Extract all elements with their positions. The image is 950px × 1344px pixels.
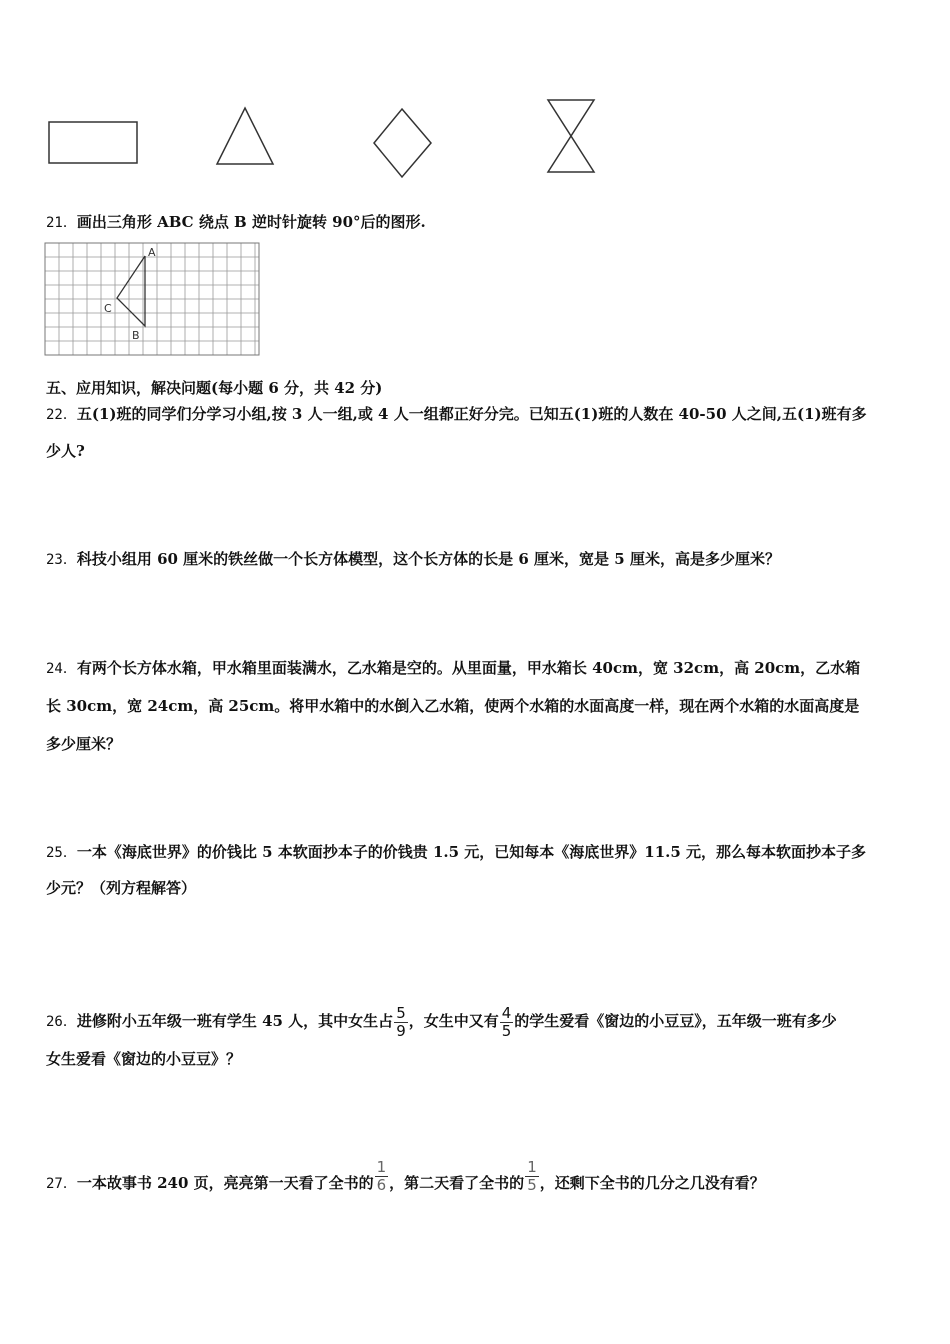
label-b: B (132, 329, 140, 342)
triangle-shape (217, 108, 273, 164)
diamond-shape (374, 109, 431, 177)
hourglass-shape (548, 100, 594, 172)
label-a: A (148, 246, 156, 259)
question-number: 21． (46, 215, 77, 231)
question-27: 27．一本故事书 240 页，亮亮第一天看了全书的 $\frac{1}{6}$ ，第二天看了全书的 $\frac{1}{5}$ ，还剩下全书的几分之几没有看？ (46, 1157, 765, 1194)
question-24-line2: 长 30cm，宽 24cm，高 25cm。将甲水箱中的水倒入乙水箱，使两个水箱的水面高度一样，现在两个水箱的水面高度是 (46, 697, 860, 715)
question-26: 26．进修附小五年级一班有学生 45 人，其中女生占 $\frac{5}{9}$ ，女生中又有 $\frac{4}{5}$ 的学生爱看《窗边的小豆豆》，五年级一班有多少 (46, 1003, 837, 1040)
question-23: 23．科技小组用 60 厘米的铁丝做一个长方体模型，这个长方体的长是 6 厘米，宽是 5 厘米，高是多少厘米？ (46, 550, 780, 568)
triangle-abc (117, 256, 145, 326)
rectangle-shape (49, 122, 137, 163)
question-22-line2: 少人? (46, 442, 85, 460)
question-22: 22．五(1)班的同学们分学习小组,按 3 人一组,或 4 人一组都正好分完。已知五(1)班的人数在 40-50 人之间,五(1)班有多 (46, 405, 867, 423)
shapes-figure (40, 92, 610, 184)
question-24: 24．有两个长方体水箱，甲水箱里面装满水，乙水箱是空的。从里面量，甲水箱长 40cm，宽 32cm，高 20cm，乙水箱 (46, 659, 861, 677)
question-25: 25．一本《海底世界》的价钱比 5 本软面抄本子的价钱贵 1.5 元，已知每本《海底世界》11.5 元，那么每本软面抄本子多 (46, 843, 867, 861)
section-5-title: 五、应用知识，解决问题(每小题 6 分，共 42 分) (46, 379, 383, 397)
question-25-line2: 少元？（列方程解答） (46, 879, 197, 897)
fraction-four-fifths: $\frac{4}{5}$ (501, 1003, 512, 1040)
label-c: C (104, 302, 112, 315)
fraction-one-fifth: $\frac{1}{5}$ (527, 1157, 537, 1194)
fraction-five-ninths: $\frac{5}{9}$ (396, 1003, 406, 1040)
question-26-line2: 女生爱看《窗边的小豆豆》？ (46, 1050, 242, 1068)
question-21 (46, 203, 426, 242)
fraction-one-sixth: $\frac{1}{6}$ (376, 1157, 387, 1194)
question-text: 画出三角形 ABC 绕点 B 逆时针旋转 90°后的图形. (76, 213, 426, 231)
grid-figure (44, 242, 262, 358)
question-24-line3: 多少厘米？ (46, 735, 122, 753)
